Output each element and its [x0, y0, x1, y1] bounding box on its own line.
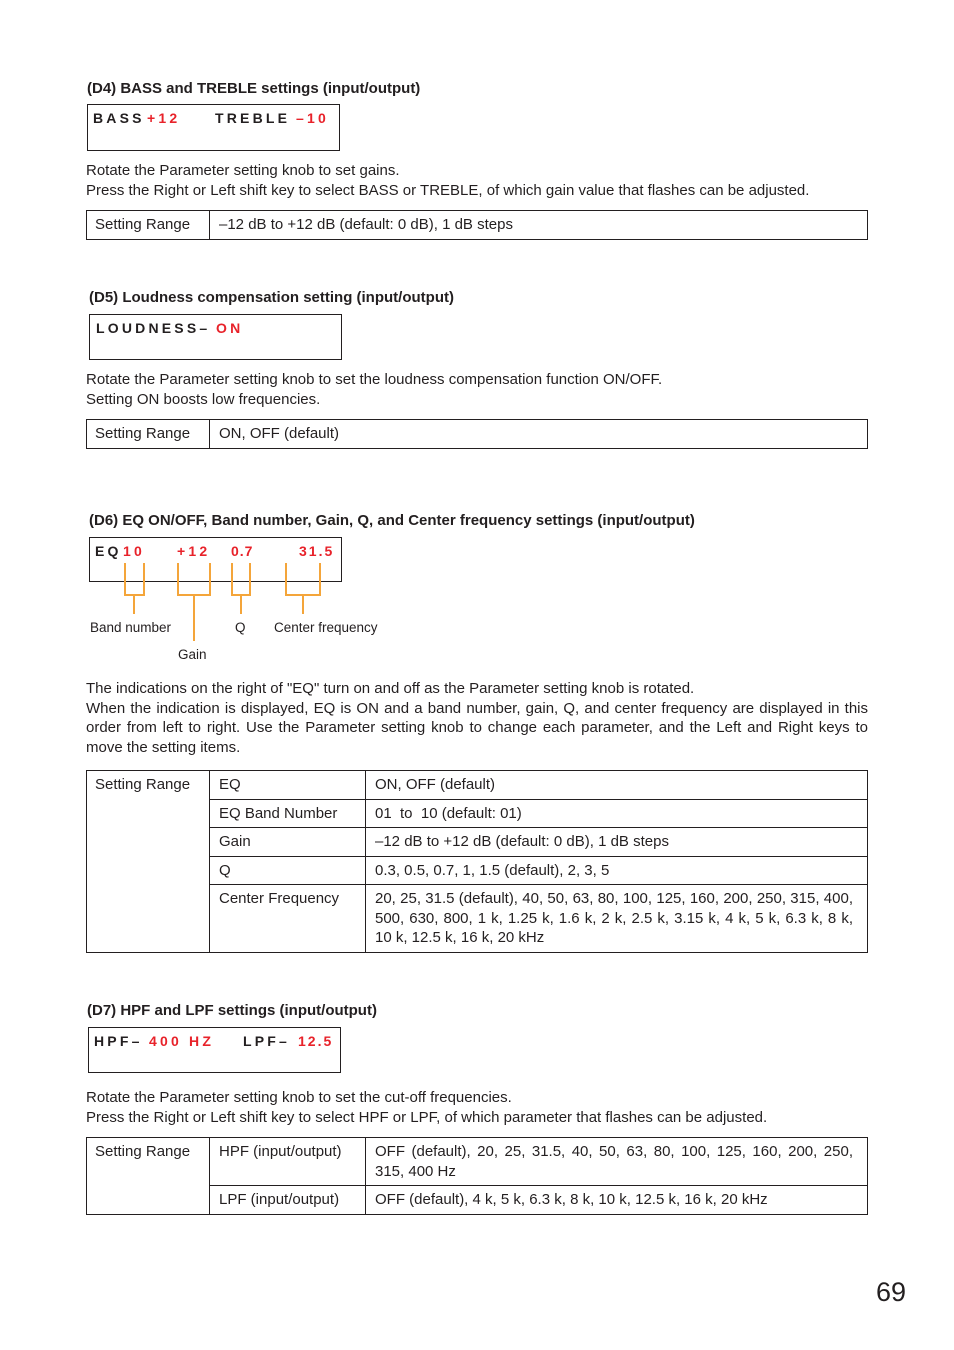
table-cell-item: EQ	[210, 771, 366, 800]
section-heading-d4: (D4) BASS and TREBLE settings (input/output)	[87, 80, 421, 97]
table-cell-value: 01 to 10 (default: 01)	[366, 799, 868, 828]
d5-paragraph-2: Setting ON boosts low frequencies.	[86, 390, 321, 408]
d6-paragraph-2: When the indication is displayed, EQ is ON and a band number, gain, Q, and center frequency are displayed in this order from left to right. Use the Parameter setting knob to change each parameter, and the Left and Right keys to move the setting items.	[86, 699, 868, 756]
lcd-eq-label: EQ	[95, 543, 122, 559]
table-cell-value: 20, 25, 31.5 (default), 40, 50, 63, 80, 100, 125, 160, 200, 250, 315, 400, 500, 630, 800, 1 k, 1.25 k, 1.6 k, 2 k, 2.5 k, 3.15 k, 4 k, 5 k, 6.3 k, 8 k, 10 k, 12.5 k, 16 k, 20 kHz	[366, 885, 868, 953]
range-value: ON, OFF (default)	[210, 420, 868, 449]
d6-description	[86, 679, 868, 757]
table-row	[87, 771, 868, 800]
table-cell-item: EQ Band Number	[210, 799, 366, 828]
lcd-hpf-label: HPF–	[94, 1033, 143, 1049]
d7-description	[86, 1088, 868, 1127]
table-cell-item: Q	[210, 856, 366, 885]
annotation-q: Q	[235, 620, 246, 635]
lcd-bass-label: BASS	[93, 110, 145, 126]
d6-paragraph-1: The indications on the right of "EQ" turn on and off as the Parameter setting knob is rotated.	[86, 680, 695, 697]
lcd-treble-label: TREBLE	[215, 110, 291, 126]
lcd-treble-value: –10	[296, 110, 329, 126]
gain-bracket	[178, 563, 210, 641]
lcd-lpf-value: 12.5	[298, 1033, 334, 1049]
table-cell-item: Center Frequency	[210, 885, 366, 953]
table-cell-value: ON, OFF (default)	[366, 771, 868, 800]
table-cell-value: OFF (default), 20, 25, 31.5, 40, 50, 63, 80, 100, 125, 160, 200, 250, 315, 400 Hz	[366, 1138, 868, 1186]
table-cell-item: LPF (input/output)	[210, 1186, 366, 1215]
lcd-hpf-value: 400 HZ	[149, 1033, 215, 1049]
section-heading-d6: (D6) EQ ON/OFF, Band number, Gain, Q, and Center frequency settings (input/output)	[89, 512, 695, 529]
lcd-bass-value: +12	[147, 110, 181, 126]
table-cell-item: HPF (input/output)	[210, 1138, 366, 1186]
table-cell-value: –12 dB to +12 dB (default: 0 dB), 1 dB steps	[366, 828, 868, 857]
section-heading-d7: (D7) HPF and LPF settings (input/output)	[87, 1002, 377, 1019]
d7-paragraph-2: Press the Right or Left shift key to select HPF or LPF, of which parameter that flashes can be adjusted.	[86, 1108, 768, 1126]
annotation-gain: Gain	[178, 647, 207, 662]
lcd-lpf-label: LPF–	[243, 1033, 291, 1049]
annotation-center-frequency: Center frequency	[274, 620, 378, 635]
center-frequency-bracket	[286, 563, 320, 614]
table-cell-item: Gain	[210, 828, 366, 857]
lcd-eq-q: 0.7	[231, 543, 254, 559]
d4-paragraph-2: Press the Right or Left shift key to select BASS or TREBLE, of which gain value that flashes can be adjusted.	[86, 181, 810, 199]
band-number-bracket	[125, 563, 144, 614]
section-heading-d5: (D5) Loudness compensation setting (input/output)	[89, 289, 454, 306]
table-row	[87, 1138, 868, 1186]
q-bracket	[232, 563, 250, 614]
d5-paragraph-1: Rotate the Parameter setting knob to set the loudness compensation function ON/OFF.	[86, 371, 663, 388]
annotation-band-number: Band number	[90, 620, 172, 635]
lcd-display-hpf-lpf	[88, 1027, 341, 1073]
lcd-eq-frequency: 31.5	[299, 543, 335, 559]
page-number: 69	[876, 1277, 907, 1307]
table-cell-value: OFF (default), 4 k, 5 k, 6.3 k, 8 k, 10 k, 12.5 k, 16 k, 20 kHz	[366, 1186, 868, 1215]
range-label: Setting Range	[87, 211, 210, 240]
d7-setting-range-table	[86, 1137, 868, 1215]
range-label: Setting Range	[87, 420, 210, 449]
range-label: Setting Range	[87, 1138, 210, 1215]
d4-paragraph-1: Rotate the Parameter setting knob to set gains.	[86, 162, 400, 179]
lcd-eq-gain: +12	[177, 543, 211, 559]
range-value: –12 dB to +12 dB (default: 0 dB), 1 dB steps	[210, 211, 868, 240]
lcd-loudness-label: LOUDNESS–	[96, 320, 211, 336]
lcd-eq-band: 10	[123, 543, 145, 559]
d6-setting-range-table	[86, 770, 868, 953]
lcd-loudness-value: ON	[216, 320, 244, 336]
range-label: Setting Range	[87, 771, 210, 953]
table-cell-value: 0.3, 0.5, 0.7, 1, 1.5 (default), 2, 3, 5	[366, 856, 868, 885]
d7-paragraph-1: Rotate the Parameter setting knob to set the cut-off frequencies.	[86, 1089, 512, 1106]
